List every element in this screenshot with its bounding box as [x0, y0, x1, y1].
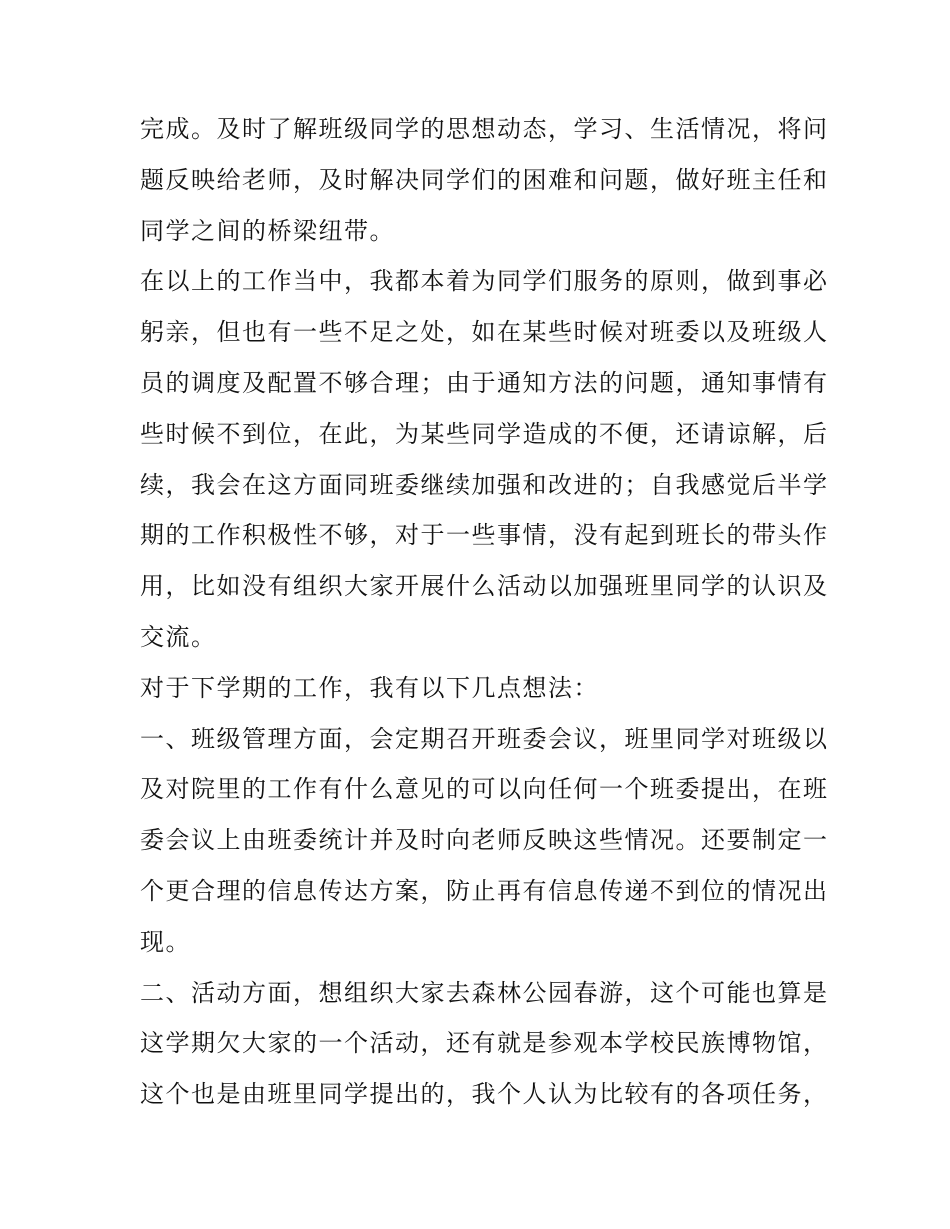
text-line: 这个也是由班里同学提出的，我个人认为比较有的各项任务， — [140, 1080, 829, 1109]
paragraph-2 — [140, 256, 829, 662]
text-line: 现。 — [140, 927, 191, 956]
body-text — [140, 104, 829, 1120]
text-line: 完成。及时了解班级同学的思想动态，学习、生活情况，将问 — [140, 115, 829, 143]
text-line: 期的工作积极性不够，对于一些事情，没有起到班长的带头作 — [140, 521, 829, 550]
text-line: 及对院里的工作有什么意见的可以向任何一个班委提出，在班 — [140, 775, 829, 804]
paragraph-3 — [140, 663, 820, 714]
paragraph-5 — [140, 968, 829, 1120]
text-line: 二、活动方面，想组织大家去森林公园春游，这个可能也算是 — [140, 978, 829, 1007]
text-line: 委会议上由班委统计并及时向老师反映这些情况。还要制定一 — [140, 826, 829, 855]
text-line: 用，比如没有组织大家开展什么活动以加强班里同学的认识及 — [140, 572, 829, 601]
text-line: 题反映给老师，及时解决同学们的困难和问题，做好班主任和 — [140, 165, 829, 194]
text-line: 一、班级管理方面，会定期召开班委会议，班里同学对班级以 — [140, 724, 829, 753]
text-line: 个更合理的信息传达方案，防止再有信息传递不到位的情况出 — [140, 876, 829, 905]
text-line: 员的调度及配置不够合理；由于通知方法的问题，通知事情有 — [140, 368, 829, 397]
text-line: 躬亲，但也有一些不足之处，如在某些时候对班委以及班级人 — [140, 318, 829, 347]
text-line: 些时候不到位，在此，为某些同学造成的不便，还请谅解，后 — [140, 419, 829, 448]
paragraph-4 — [140, 714, 829, 968]
text-line: 这学期欠大家的一个活动，还有就是参观本学校民族博物馆， — [140, 1029, 829, 1058]
text-line: 续，我会在这方面同班委继续加强和改进的；自我感觉后半学 — [140, 470, 829, 499]
text-line: 同学之间的桥梁纽带。 — [140, 216, 395, 245]
text-line: 在以上的工作当中，我都本着为同学们服务的原则，做到事必 — [140, 267, 829, 296]
text-line: 交流。 — [140, 622, 217, 651]
text-line: 对于下学期的工作，我有以下几点想法： — [140, 673, 599, 702]
paragraph-1 — [140, 104, 829, 256]
